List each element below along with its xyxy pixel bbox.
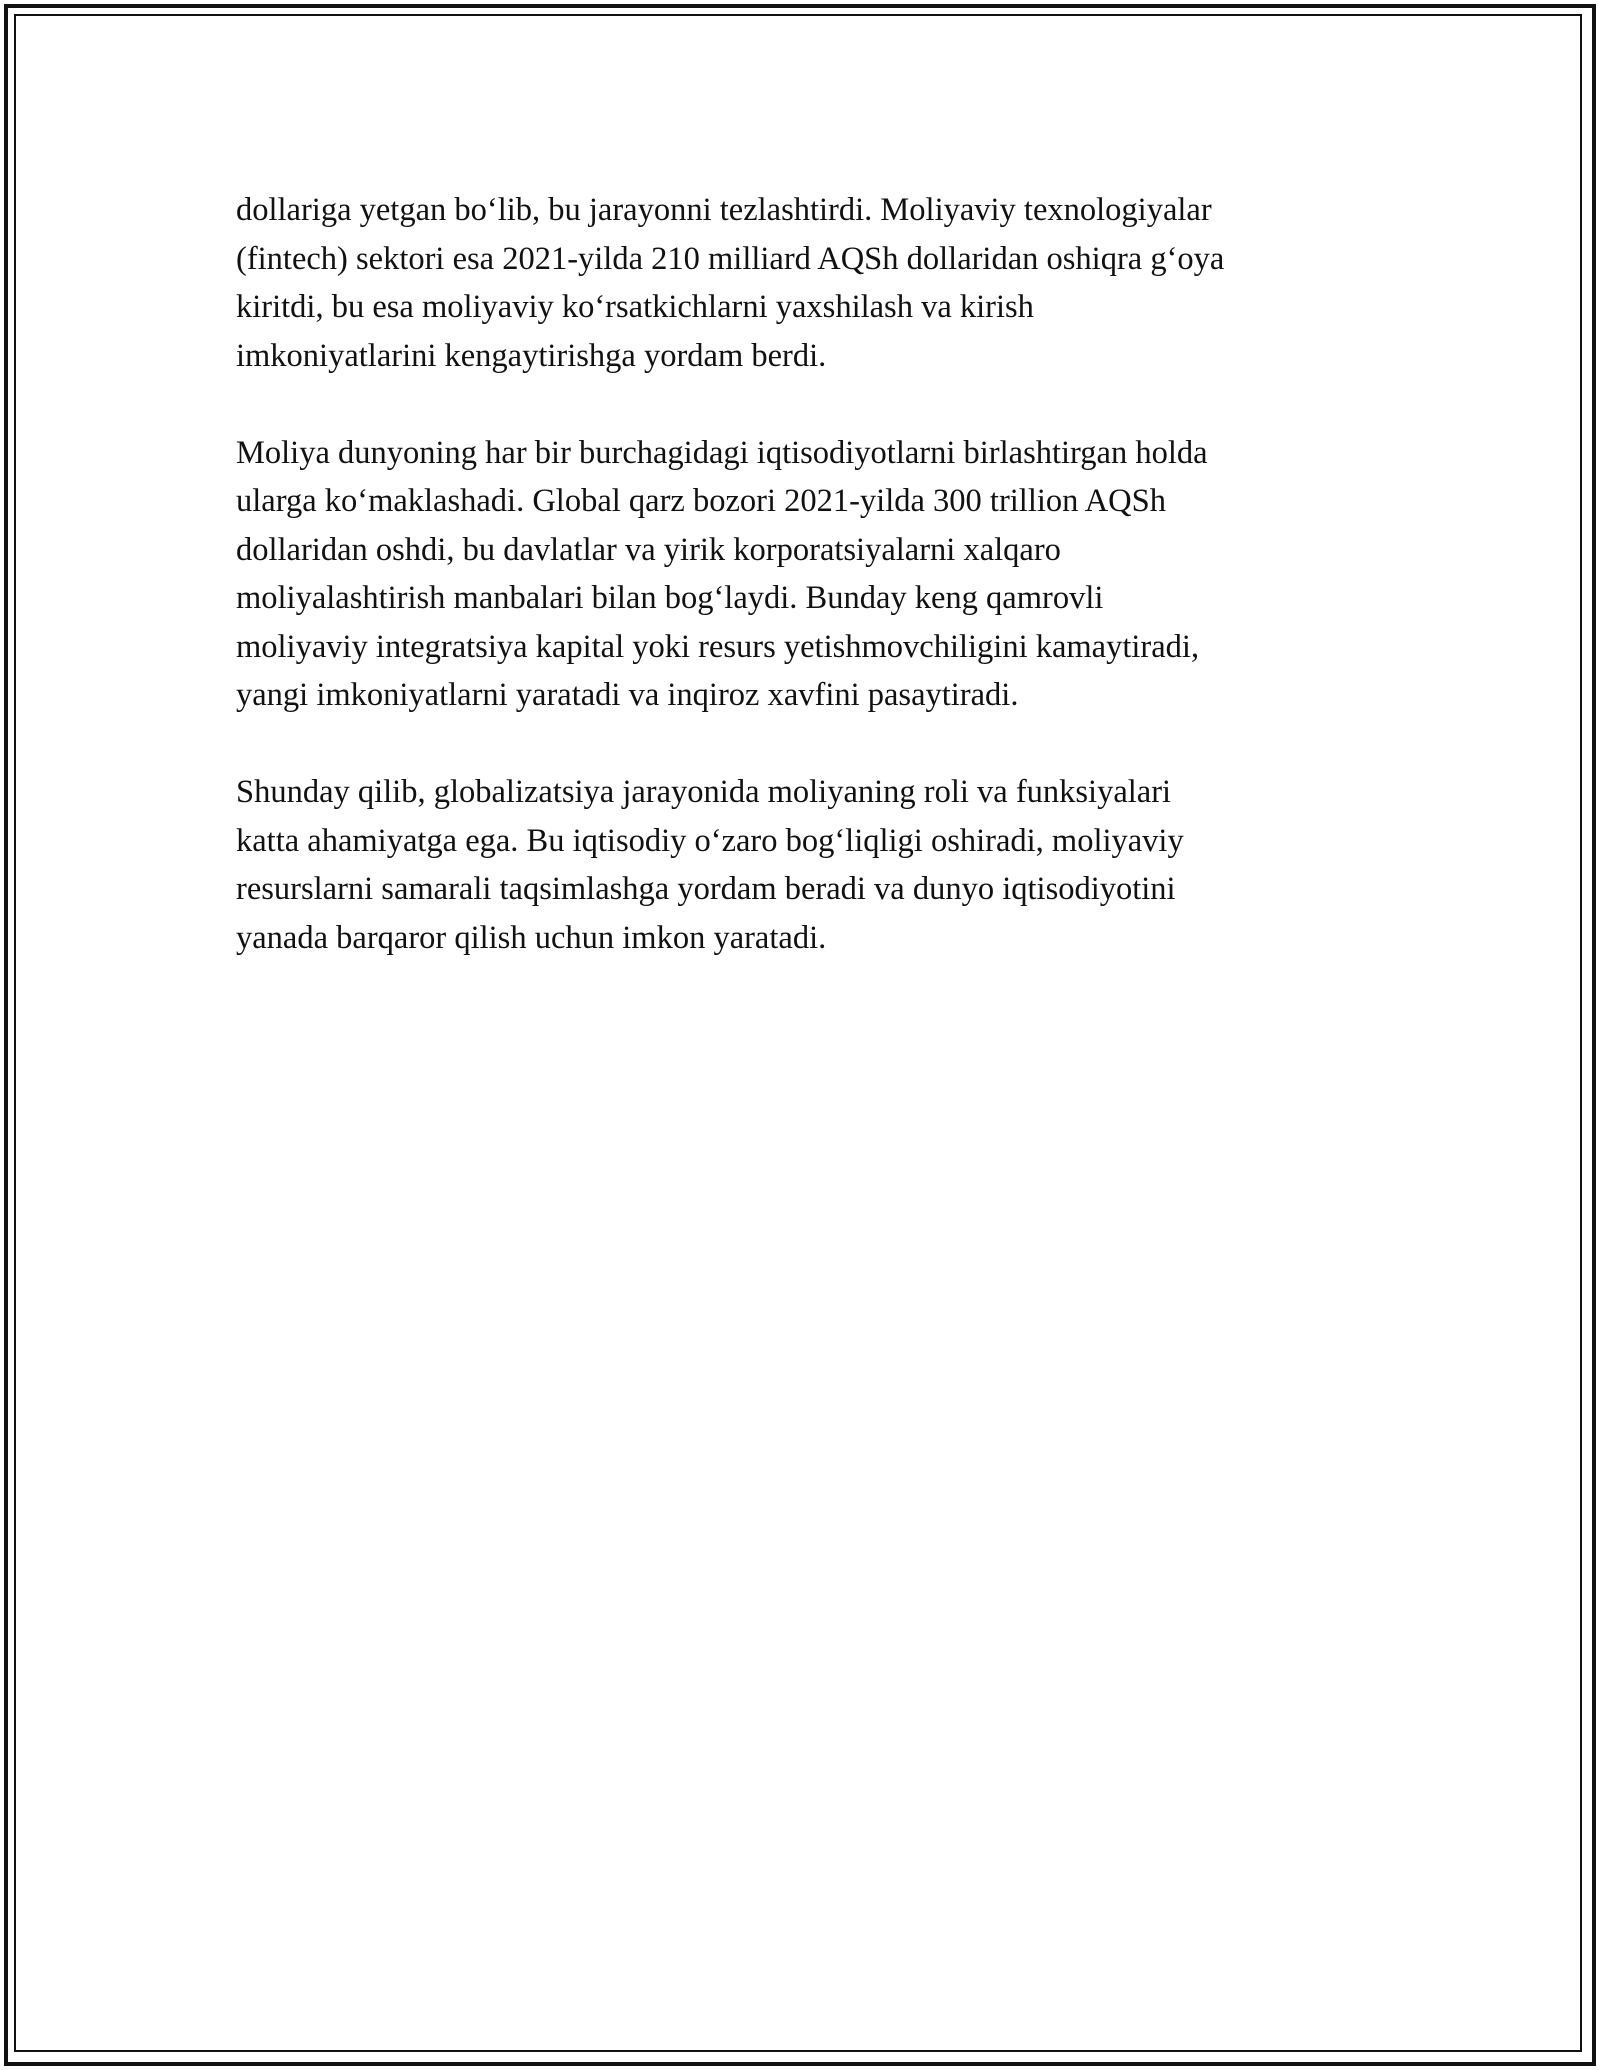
text-line: dollariga yetgan bo‘lib, bu jarayonni tezlashtirdi. Moliyaviy texnologiyalar [236, 192, 1212, 228]
paragraph-1 [236, 186, 1376, 380]
paragraph-3 [236, 768, 1376, 962]
text-line: moliyaviy integratsiya kapital yoki resurs yetishmovchiligini kamaytiradi, [236, 628, 1200, 665]
text-line: dollaridan oshdi, bu davlatlar va yirik korporatsiyalarni xalqaro [236, 531, 1061, 568]
text-line: kiritdi, bu esa moliyaviy ko‘rsatkichlarni yaxshilash va kirish [236, 289, 1034, 325]
paragraph-2 [236, 429, 1376, 720]
text-line: katta ahamiyatga ega. Bu iqtisodiy o‘zaro bog‘liqligi oshiradi, moliyaviy [236, 822, 1184, 859]
text-line: Moliya dunyoning har bir burchagidagi iqtisodiyotlarni birlashtirgan holda [236, 434, 1208, 471]
text-line: yangi imkoniyatlarni yaratadi va inqiroz xavfini pasaytiradi. [236, 677, 1019, 713]
text-line: yanada barqaror qilish uchun imkon yaratadi. [236, 919, 827, 956]
document-body [236, 186, 1376, 1011]
text-line: Shunday qilib, globalizatsiya jarayonida moliyaning roli va funksiyalari [236, 774, 1172, 810]
text-line: ularga ko‘maklashadi. Global qarz bozori 2021-yilda 300 trillion AQSh [236, 483, 1166, 519]
text-line: resurslarni samarali taqsimlashga yordam beradi va dunyo iqtisodiyotini [236, 871, 1176, 907]
text-line: moliyalashtirish manbalari bilan bog‘laydi. Bunday keng qamrovli [236, 580, 1104, 616]
text-line: (fintech) sektori esa 2021-yilda 210 milliard AQSh dollaridan oshiqra g‘oya [236, 240, 1225, 277]
text-line: imkoniyatlarini kengaytirishga yordam berdi. [236, 337, 827, 374]
